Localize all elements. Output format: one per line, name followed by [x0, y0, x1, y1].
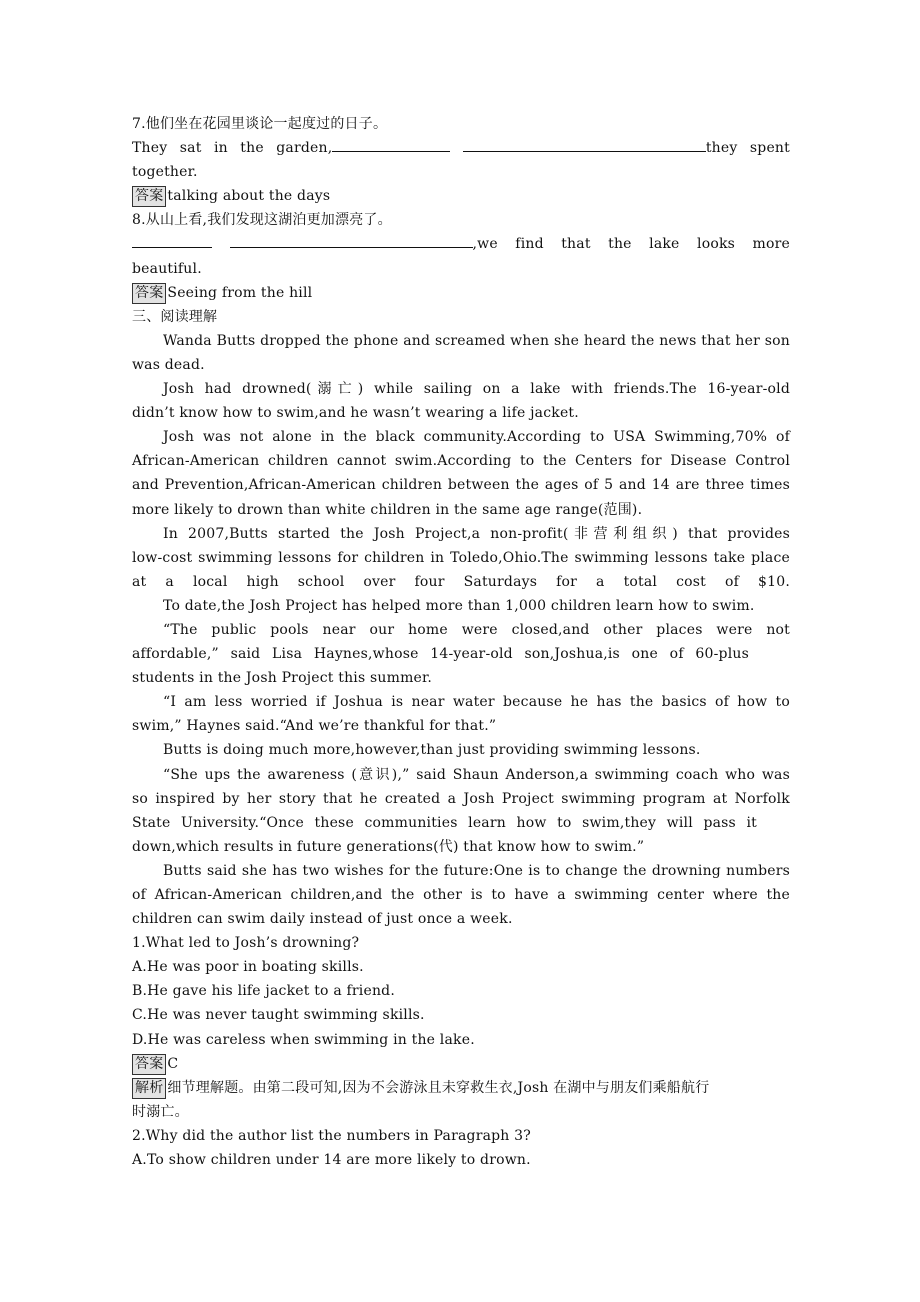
passage-line: State University.“Once these communities learn how to swim,they will pass it — [132, 814, 757, 831]
q2-option-a: A.To show children under 14 are more likely to drown. — [132, 1152, 531, 1169]
q7-text-after: they spent — [705, 140, 790, 157]
passage-line: affordable,” said Lisa Haynes,whose 14-year-old son,Joshua,is one of 60-plus — [132, 646, 749, 663]
q7-answer-row — [132, 184, 790, 208]
q1-answer-row — [132, 1052, 790, 1076]
answer-tag: 答案 — [132, 283, 166, 304]
q1-option-d: D.He was careless when swimming in the lake. — [132, 1031, 475, 1048]
passage-line: swim,” Haynes said.“And we’re thankful for that.” — [132, 718, 497, 735]
document-page — [132, 112, 790, 1172]
q7-text-before: They sat in the garden, — [132, 140, 333, 157]
q1-option-a: A.He was poor in boating skills. — [132, 959, 364, 976]
passage-line: was dead. — [132, 356, 205, 373]
q1-analysis-line2: 时溺亡。 — [132, 1103, 189, 1120]
q7-sentence-line2: together. — [132, 164, 198, 181]
passage-line: down,which results in future generations(代) that know how to swim.” — [132, 838, 645, 855]
passage-line: children can swim daily instead of just once a week. — [132, 911, 513, 928]
passage-line: low-cost swimming lessons for children in Toledo,Ohio.The swimming lessons take place — [132, 549, 790, 566]
answer-tag: 答案 — [132, 1054, 166, 1075]
q7-blank-1 — [332, 137, 450, 152]
passage-line: African-American children cannot swim.According to the Centers for Disease Control — [132, 453, 790, 470]
passage-line: Wanda Butts dropped the phone and screamed when she heard the news that her son — [163, 332, 790, 349]
q8-answer-row — [132, 281, 790, 305]
q2-question: 2.Why did the author list the numbers in Paragraph 3? — [132, 1127, 531, 1144]
q1-answer-text: C — [167, 1055, 179, 1072]
passage-line: didn’t know how to swim,and he wasn’t wearing a life jacket. — [132, 405, 579, 422]
passage-line: Butts is doing much more,however,than just providing swimming lessons. — [163, 742, 701, 759]
q7-blank-2 — [463, 137, 706, 152]
passage-line: To date,the Josh Project has helped more than 1,000 children learn how to swim. — [163, 597, 755, 614]
passage-line: students in the Josh Project this summer. — [132, 670, 433, 687]
q1-analysis-text: 细节理解题。由第二段可知,因为不会游泳且未穿救生衣,Josh 在湖中与朋友们乘船航行 — [167, 1079, 710, 1096]
q1-question: 1.What led to Josh’s drowning? — [132, 935, 360, 952]
q8-answer-text: Seeing from the hill — [167, 284, 313, 301]
q8-blank-2 — [230, 233, 473, 248]
q7-sentence-line1 — [132, 136, 790, 160]
passage-line: Josh had drowned(溺亡) while sailing on a lake with friends.The 16-year-old — [163, 381, 790, 398]
passage-line: so inspired by her story that he created a Josh Project swimming program at Norfolk — [132, 790, 790, 807]
q7-prompt: 7.他们坐在花园里谈论一起度过的日子。 — [132, 116, 388, 132]
section-heading: 三、阅读理解 — [132, 308, 218, 325]
passage-line: In 2007,Butts started the Josh Project,a non-profit(非营利组织) that provides — [163, 525, 790, 542]
q1-option-c: C.He was never taught swimming skills. — [132, 1007, 425, 1024]
passage-line: “She ups the awareness (意识),” said Shaun Anderson,a swimming coach who was — [163, 766, 790, 783]
q8-sentence-line2: beautiful. — [132, 260, 202, 277]
analysis-tag: 解析 — [132, 1078, 166, 1099]
passage-line: of African-American children,and the other is to have a swimming center where the — [132, 887, 790, 903]
passage-line: more likely to drown than white children in the same age range(范围). — [132, 501, 643, 518]
passage-line: and Prevention,African-American children between the ages of 5 and 14 are three times — [132, 477, 790, 494]
q8-blank-1 — [132, 233, 212, 248]
passage-line: Josh was not alone in the black community.According to USA Swimming,70% of — [163, 429, 790, 446]
passage-line: Butts said she has two wishes for the future:One is to change the drowning numbers — [163, 862, 790, 879]
passage-line: at a local high school over four Saturdays for a total cost of $10. — [132, 573, 790, 590]
q1-analysis-row — [132, 1076, 790, 1100]
passage-line: “The public pools near our home were closed,and other places were not — [163, 621, 790, 638]
q1-option-b: B.He gave his life jacket to a friend. — [132, 983, 395, 1000]
passage-line: “I am less worried if Joshua is near water because he has the basics of how to — [163, 694, 790, 711]
answer-tag: 答案 — [132, 186, 166, 207]
q7-answer-text: talking about the days — [167, 188, 331, 205]
q8-sentence-line1 — [132, 232, 790, 256]
q8-prompt: 8.从山上看,我们发现这湖泊更加漂亮了。 — [132, 212, 392, 229]
q8-text-after: ,we find that the lake looks more — [472, 236, 791, 253]
